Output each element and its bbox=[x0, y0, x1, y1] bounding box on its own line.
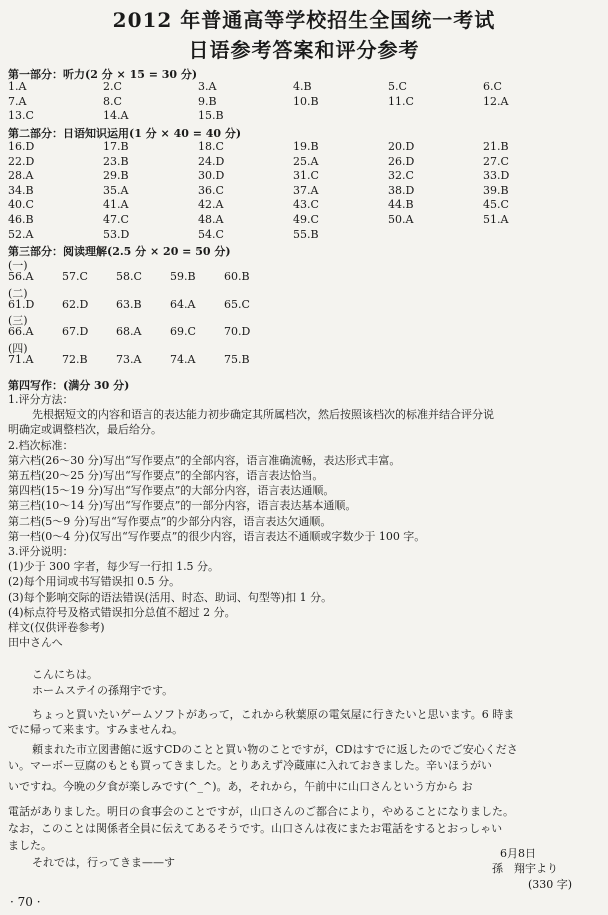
answer-cell: 39.B bbox=[483, 183, 509, 197]
answer-cell: 33.D bbox=[483, 169, 510, 183]
answer-cell: 62.D bbox=[62, 297, 89, 311]
answer-cell: 32.C bbox=[388, 169, 414, 183]
answer-cell: 9.B bbox=[198, 94, 217, 108]
letter-line: こんにちは。 bbox=[32, 668, 98, 681]
answer-cell: 72.B bbox=[62, 352, 88, 366]
reading-group-label: (一) bbox=[8, 259, 28, 272]
answer-row bbox=[8, 325, 278, 340]
answer-cell: 27.C bbox=[483, 154, 509, 168]
reading-group-label: (二) bbox=[8, 286, 28, 300]
method-line: 明确定或调整档次，最后给分。 bbox=[8, 423, 162, 437]
note-line: (4)标点符号及格式错误扣分总值不超过 2 分。 bbox=[8, 605, 236, 619]
answer-cell: 35.A bbox=[103, 183, 129, 197]
answer-cell: 49.C bbox=[293, 212, 319, 226]
answer-cell: 25.A bbox=[293, 154, 319, 168]
answer-cell: 12.A bbox=[483, 94, 509, 108]
answer-cell: 53.D bbox=[103, 227, 130, 241]
answer-cell: 23.B bbox=[103, 154, 129, 168]
part3-answers bbox=[8, 257, 278, 367]
answer-cell: 43.C bbox=[293, 198, 319, 212]
answer-cell: 50.A bbox=[388, 212, 414, 226]
level-line: 第三档(10～14 分)写出“写作要点”的一部分内容，语言表达基本通顺。 bbox=[8, 499, 357, 513]
char-count: (330 字) bbox=[528, 878, 573, 891]
letter-sender: 孫 翔宇より bbox=[492, 862, 558, 875]
answer-cell: 11.C bbox=[388, 94, 414, 108]
letter-to: 田中さんへ bbox=[8, 636, 63, 650]
answer-cell: 69.C bbox=[170, 325, 196, 339]
answer-cell: 2.C bbox=[103, 80, 122, 93]
answer-cell: 74.A bbox=[170, 352, 196, 366]
answer-row bbox=[8, 228, 578, 243]
answer-cell: 67.D bbox=[62, 325, 89, 339]
notes-title: 3.评分说明： bbox=[8, 545, 74, 559]
answer-cell: 73.A bbox=[116, 352, 142, 366]
answer-cell: 56.A bbox=[8, 270, 34, 283]
answer-cell: 51.A bbox=[483, 212, 509, 226]
page-number: · 70 · bbox=[10, 895, 41, 909]
answer-row bbox=[8, 213, 578, 228]
answer-row bbox=[8, 155, 578, 170]
level-line: 第六档(26～30 分)写出“写作要点”的全部内容，语言准确流畅，表达形式丰富。 bbox=[8, 453, 401, 467]
answer-cell: 8.C bbox=[103, 94, 122, 108]
answer-cell: 22.D bbox=[8, 154, 35, 168]
answer-cell: 24.D bbox=[198, 154, 225, 168]
answer-cell: 68.A bbox=[116, 325, 142, 339]
part3-heading: 第三部分：阅读理解(2.5 分 × 20 = 50 分) bbox=[8, 245, 231, 258]
answer-cell: 60.B bbox=[224, 270, 250, 283]
answer-cell: 37.A bbox=[293, 183, 319, 197]
answer-cell: 54.C bbox=[198, 227, 224, 241]
answer-cell: 75.B bbox=[224, 352, 250, 366]
writing-criteria bbox=[8, 392, 600, 650]
answer-cell: 18.C bbox=[198, 140, 224, 153]
letter-line: ちょっと買いたいゲームソフトがあって，これから秋葉原の電気屋に行きたいと思います。6 時ま bbox=[32, 708, 515, 721]
method-title: 1.评分方法： bbox=[8, 393, 74, 406]
answer-cell: 42.A bbox=[198, 198, 224, 212]
answer-cell: 57.C bbox=[62, 270, 88, 283]
answer-cell: 65.C bbox=[224, 297, 250, 311]
level-line: 第一档(0～4 分)仅写出“写作要点”的很少内容，语言表达不通顺或字数少于 100 字。 bbox=[8, 529, 426, 543]
answer-cell: 34.B bbox=[8, 183, 34, 197]
answer-cell: 63.B bbox=[116, 297, 142, 311]
sample-letter bbox=[8, 666, 600, 870]
sample-title: 样文(仅供评卷参考) bbox=[8, 621, 105, 635]
answer-row bbox=[8, 169, 578, 184]
letter-line: い。マーボー豆腐のもとも買ってきました。とりあえず冷蔵庫に入れておきました。辛いほうがい bbox=[8, 759, 492, 772]
answer-cell: 29.B bbox=[103, 169, 129, 183]
letter-line: 電話がありました。明日の食事会のことですが，山口さんのご都合により，やめることになりました。 bbox=[8, 805, 514, 818]
answer-row bbox=[8, 353, 278, 368]
part1-heading: 第一部分：听力(2 分 × 15 = 30 分) bbox=[8, 68, 198, 81]
letter-line: ホームステイの孫翔宇です。 bbox=[32, 684, 174, 697]
answer-cell: 48.A bbox=[198, 212, 224, 226]
answer-cell: 30.D bbox=[198, 169, 225, 183]
letter-line: なお，このことは関係者全員に伝えてあるそうです。山口さんは夜にまたお電話をするとおっしゃい bbox=[8, 822, 503, 835]
reading-group-label: (四) bbox=[8, 341, 28, 355]
levels-title: 2.档次标准： bbox=[8, 438, 74, 452]
part2-answers bbox=[8, 140, 578, 242]
answer-cell: 4.B bbox=[293, 80, 312, 93]
answer-cell: 1.A bbox=[8, 80, 27, 93]
answer-cell: 46.B bbox=[8, 212, 34, 226]
answer-cell: 5.C bbox=[388, 80, 407, 93]
answer-cell: 17.B bbox=[103, 140, 129, 153]
answer-row bbox=[8, 95, 578, 110]
answer-cell: 61.D bbox=[8, 297, 35, 311]
letter-line: いですね。今晩の夕食が楽しみです(^_^)。あ，それから，午前中に山口さんという方から お bbox=[8, 780, 473, 793]
level-line: 第四档(15～19 分)写出“写作要点”的大部分内容，语言表达通顺。 bbox=[8, 484, 335, 498]
answer-cell: 47.C bbox=[103, 212, 129, 226]
answer-cell: 55.B bbox=[293, 227, 319, 241]
answer-cell: 45.C bbox=[483, 198, 509, 212]
answer-cell: 6.C bbox=[483, 80, 502, 93]
answer-cell: 59.B bbox=[170, 270, 196, 283]
note-line: (1)少于 300 字者，每少写一行扣 1.5 分。 bbox=[8, 560, 220, 574]
letter-line: それでは，行ってきま——す bbox=[32, 856, 175, 869]
letter-line: 頼まれた市立図書館に返すCDのことと買い物のことですが，CDはすでに返したのでご安心くださ bbox=[32, 743, 518, 756]
answer-cell: 38.D bbox=[388, 183, 415, 197]
answer-row bbox=[8, 298, 278, 313]
answer-cell: 10.B bbox=[293, 94, 319, 108]
answer-cell: 14.A bbox=[103, 109, 129, 123]
answer-cell: 15.B bbox=[198, 109, 224, 123]
level-line: 第五档(20～25 分)写出“写作要点”的全部内容，语言表达恰当。 bbox=[8, 469, 324, 483]
exam-subtitle: 日语参考答案和评分参考 bbox=[188, 38, 420, 62]
note-line: (2)每个用词或书写错误扣 0.5 分。 bbox=[8, 575, 181, 589]
answer-cell: 36.C bbox=[198, 183, 224, 197]
reading-group-label: (三) bbox=[8, 314, 28, 328]
letter-line: ました。 bbox=[8, 839, 52, 852]
answer-cell: 19.B bbox=[293, 140, 319, 153]
answer-cell: 7.A bbox=[8, 94, 27, 108]
answer-cell: 66.A bbox=[8, 325, 34, 339]
answer-cell: 52.A bbox=[8, 227, 34, 241]
answer-row bbox=[8, 109, 578, 124]
answer-cell: 20.D bbox=[388, 140, 415, 153]
answer-cell: 64.A bbox=[170, 297, 196, 311]
part4-heading: 第四写作：(满分 30 分) bbox=[8, 379, 130, 392]
method-line: 先根据短文的内容和语言的表达能力初步确定其所属档次，然后按照该档次的标准并结合评分说 bbox=[32, 408, 494, 422]
letter-line: でに帰って来ます。すみませんね。 bbox=[8, 723, 184, 736]
answer-cell: 21.B bbox=[483, 140, 509, 153]
answer-cell: 3.A bbox=[198, 80, 217, 93]
part2-heading: 第二部分：日语知识运用(1 分 × 40 = 40 分) bbox=[8, 127, 242, 140]
answer-cell: 44.B bbox=[388, 198, 414, 212]
answer-row bbox=[8, 80, 578, 95]
answer-row bbox=[8, 198, 578, 213]
answer-cell: 41.A bbox=[103, 198, 129, 212]
answer-cell: 13.C bbox=[8, 109, 34, 123]
answer-row bbox=[8, 140, 578, 155]
answer-cell: 16.D bbox=[8, 140, 35, 153]
answer-cell: 70.D bbox=[224, 325, 251, 339]
answer-cell: 58.C bbox=[116, 270, 142, 283]
exam-title: 2012 年普通高等学校招生全国统一考试 bbox=[112, 8, 496, 32]
answer-cell: 28.A bbox=[8, 169, 34, 183]
answer-cell: 31.C bbox=[293, 169, 319, 183]
answer-cell: 40.C bbox=[8, 198, 34, 212]
part1-answers bbox=[8, 80, 578, 124]
note-line: (3)每个影响交际的语法错误(活用、时态、助词、句型等)扣 1 分。 bbox=[8, 590, 333, 604]
answer-row bbox=[8, 270, 278, 285]
answer-row bbox=[8, 184, 578, 199]
level-line: 第二档(5～9 分)写出“写作要点”的少部分内容，语言表达欠通顺。 bbox=[8, 514, 332, 528]
letter-date: 6月8日 bbox=[500, 847, 536, 860]
answer-cell: 71.A bbox=[8, 352, 34, 366]
answer-cell: 26.D bbox=[388, 154, 415, 168]
